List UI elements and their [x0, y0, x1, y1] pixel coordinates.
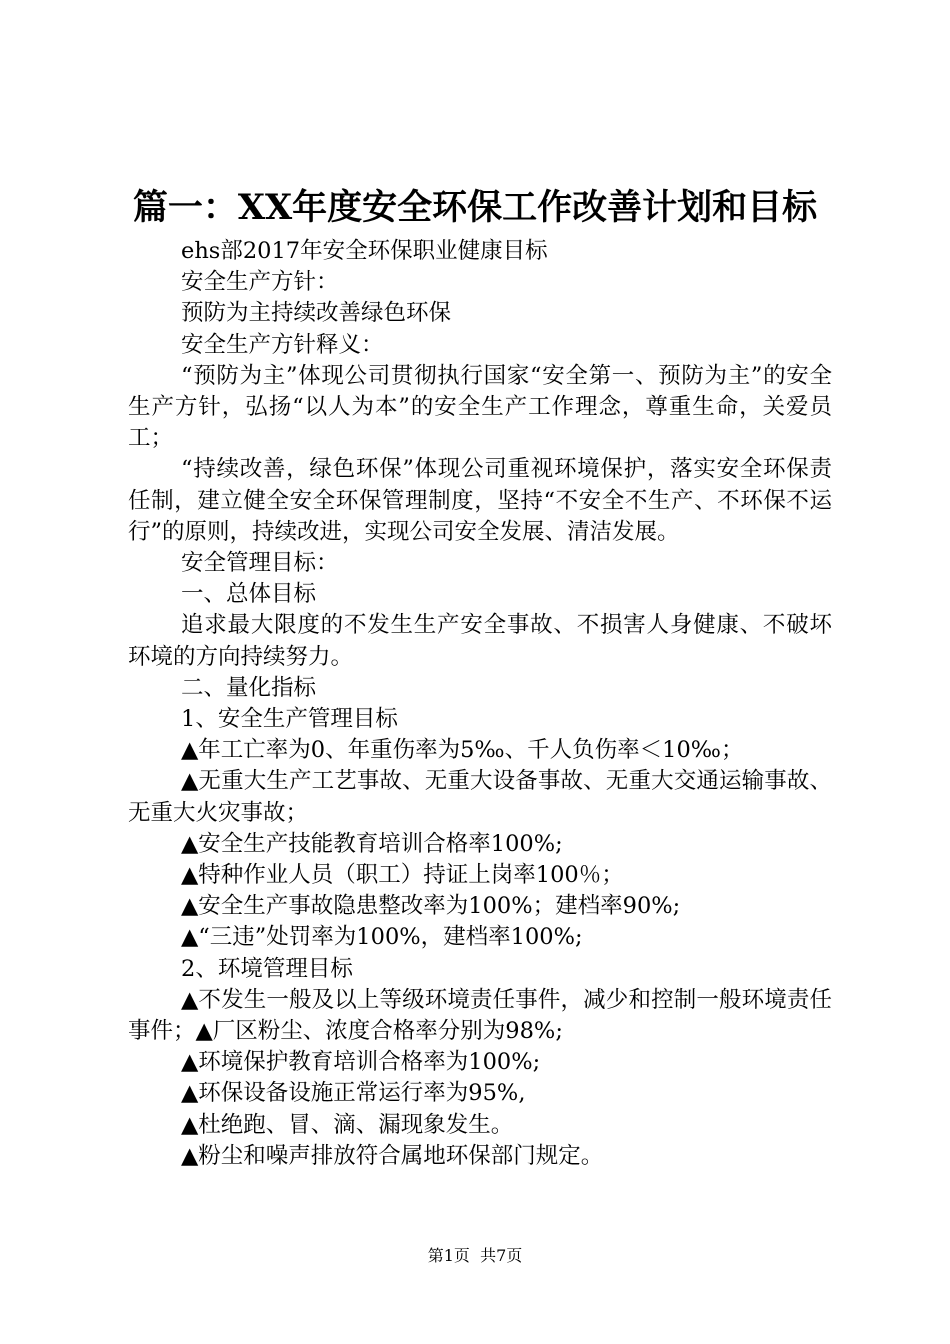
paragraph: ▲特种作业人员（职工）持证上岗率100％； — [181, 862, 624, 889]
paragraph: ▲年工亡率为0、年重伤率为5‰、千人负伤率＜10‰； — [181, 737, 744, 764]
paragraph: “持续改善，绿色环保”体现公司重视环境保护，落实安全环保责任制，建立健全安全环保管理制度，坚持“不安全不生产、不环保不运行”的原则，持续改进，实现公司安全发展、清洁发展。 — [128, 456, 832, 545]
paragraph: ehs部2017年安全环保职业健康目标 — [181, 238, 548, 264]
paragraph: ▲无重大生产工艺事故、无重大设备事故、无重大交通运输事故、无重大火灾事故； — [128, 768, 832, 826]
document-title: 篇一：XX年度安全环保工作改善计划和目标 — [132, 187, 818, 228]
paragraph: 安全生产方针释义： — [181, 331, 384, 358]
paragraph: 预防为主持续改善绿色环保 — [181, 300, 452, 327]
document-body — [128, 236, 832, 1172]
paragraph: 安全生产方针： — [181, 269, 339, 296]
paragraph: 2、环境管理目标 — [181, 955, 353, 982]
paragraph: 安全管理目标： — [181, 550, 339, 577]
paragraph: ▲环境保护教育培训合格率为100%; — [181, 1049, 541, 1076]
paragraph: ▲粉尘和噪声排放符合属地环保部门规定。 — [181, 1142, 604, 1169]
paragraph: 二、量化指标 — [181, 674, 317, 701]
paragraph: ▲环保设备设施正常运行率为95%, — [181, 1080, 526, 1107]
paragraph: 一、总体目标 — [181, 581, 317, 608]
paragraph: ▲“三违”处罚率为100%，建档率100%; — [181, 924, 583, 951]
paragraph: ▲杜绝跑、冒、滴、漏现象发生。 — [181, 1111, 514, 1138]
paragraph: ▲安全生产事故隐患整改率为100%；建档率90%; — [181, 893, 681, 920]
page-footer: 第1页 共7页 — [427, 1246, 523, 1265]
paragraph: ▲不发生一般及以上等级环境责任事件，减少和控制一般环境责任事件；▲厂区粉尘、浓度合格率分别为98%; — [128, 986, 832, 1045]
paragraph: 1、安全生产管理目标 — [181, 706, 398, 733]
paragraph: ▲安全生产技能教育培训合格率100%; — [181, 830, 563, 857]
paragraph: “预防为主”体现公司贯彻执行国家“安全第一、预防为主”的安全生产方针，弘扬“以人为本”的安全生产工作理念，尊重生命，关爱员工； — [128, 362, 832, 452]
paragraph: 追求最大限度的不发生生产安全事故、不损害人身健康、不破坏环境的方向持续努力。 — [128, 612, 832, 670]
